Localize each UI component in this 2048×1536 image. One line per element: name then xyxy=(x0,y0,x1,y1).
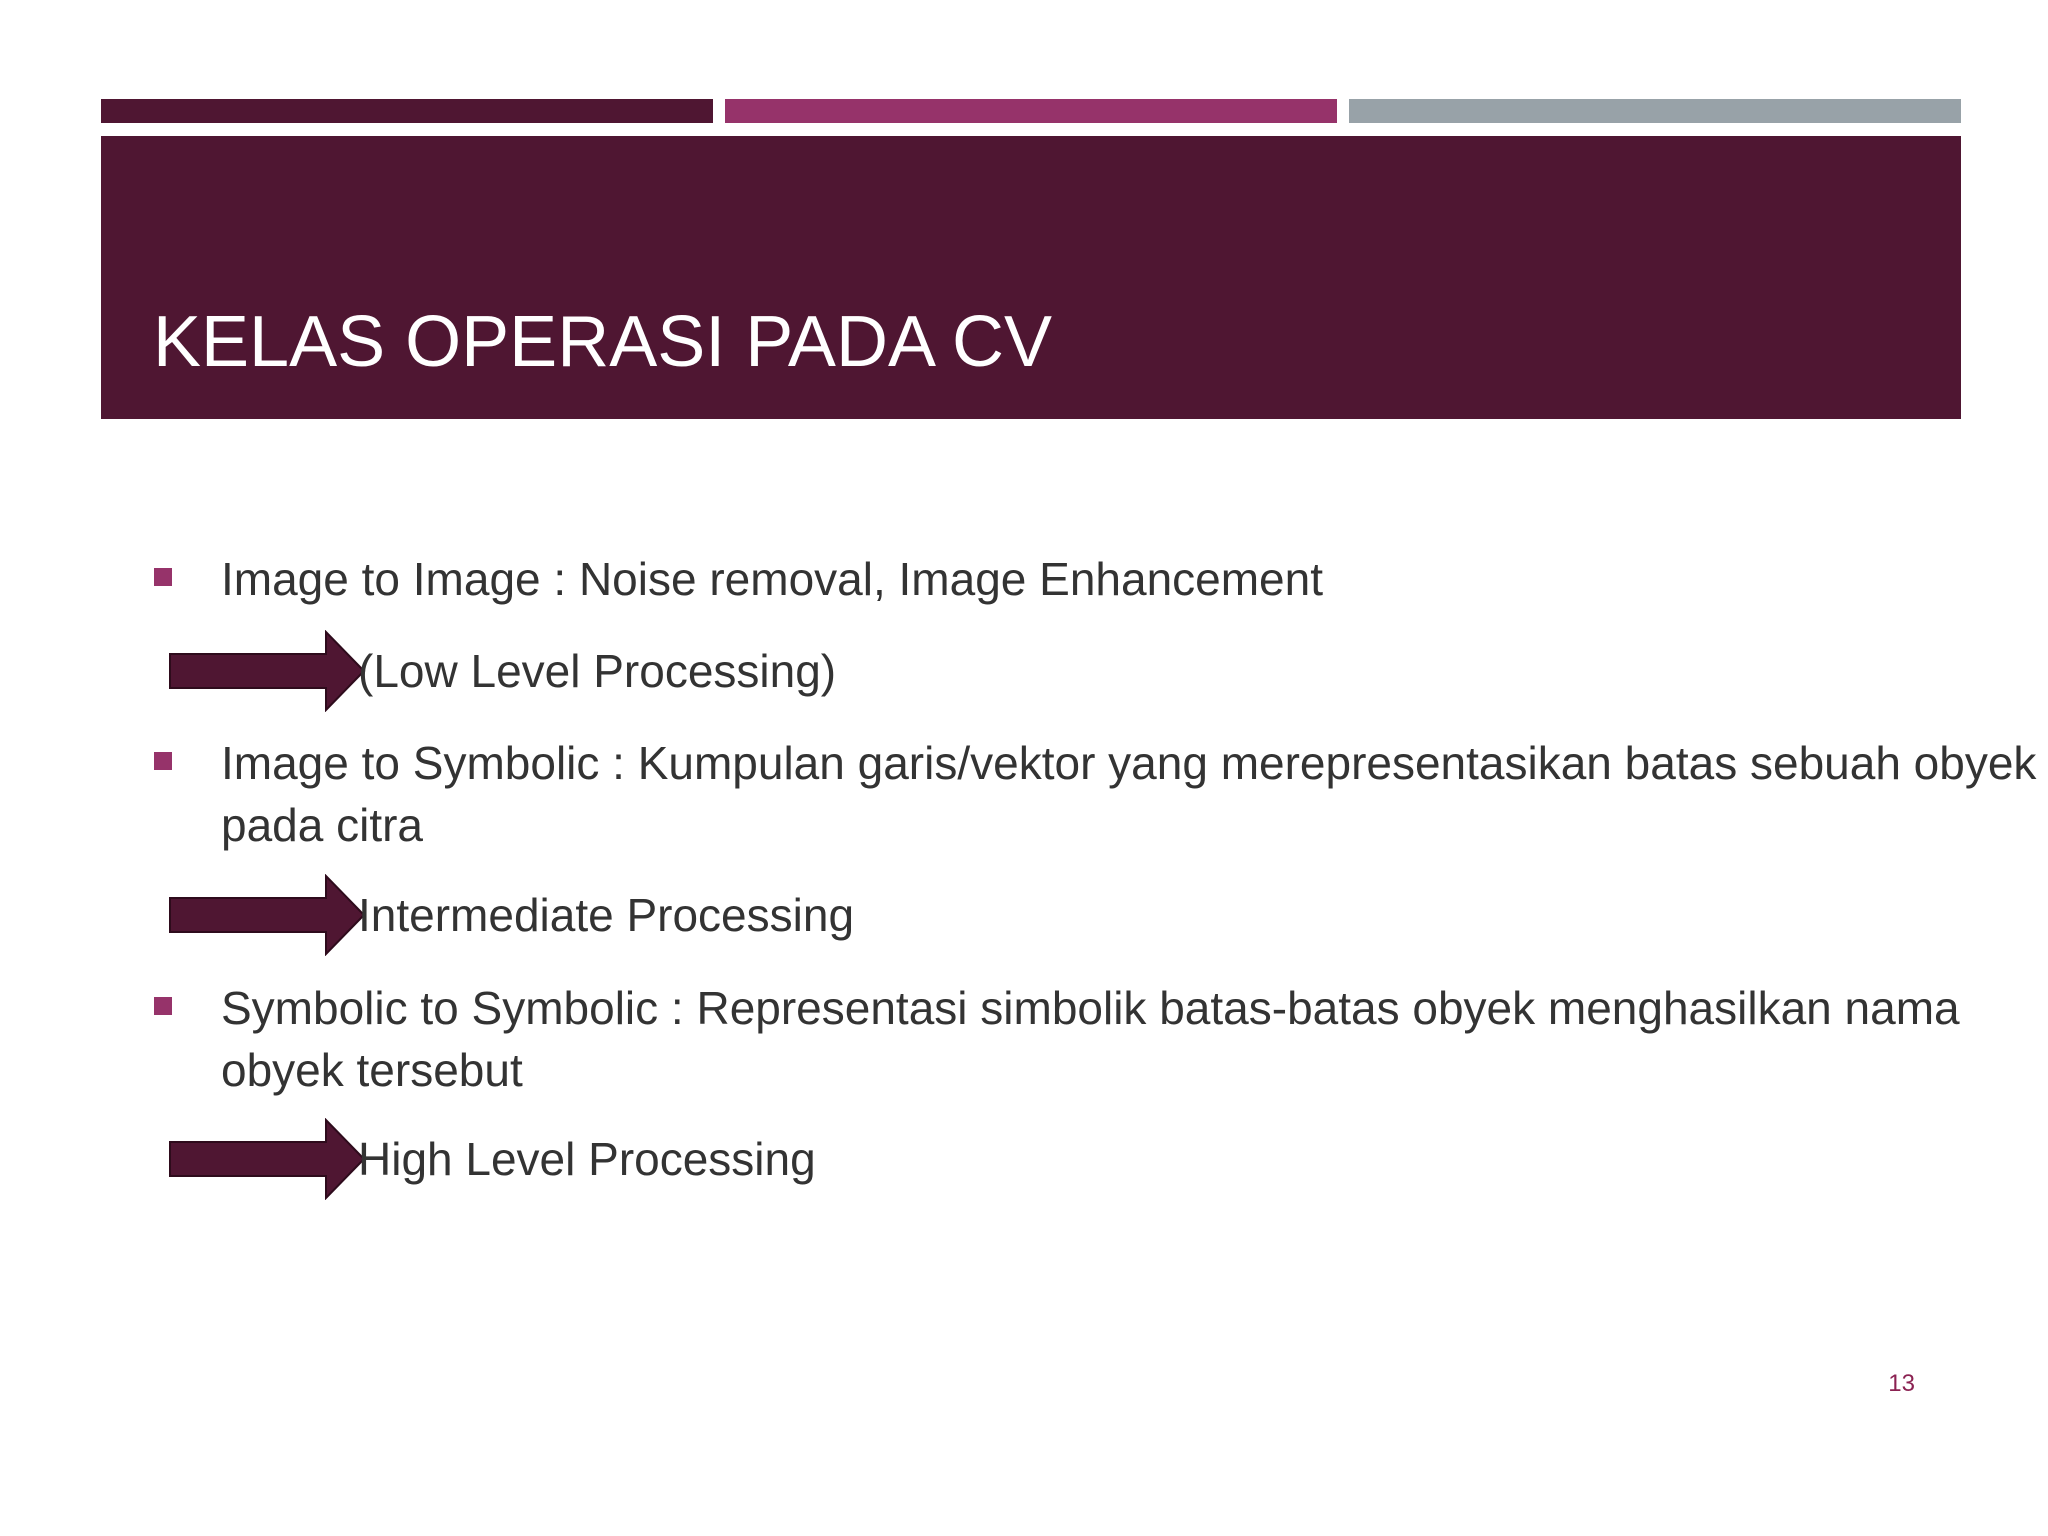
right-arrow-icon xyxy=(166,630,366,712)
slide-title: KELAS OPERASI PADA CV xyxy=(153,302,1053,382)
right-arrow-icon xyxy=(166,874,366,956)
page-number: 13 xyxy=(1888,1370,1915,1397)
square-bullet-icon xyxy=(154,568,172,586)
square-bullet-icon xyxy=(154,752,172,770)
result-row xyxy=(0,874,2048,956)
result-text: (Low Level Processing) xyxy=(358,645,837,697)
bullet-text: Image to Symbolic : Kumpulan garis/vektor yang merepresentasikan batas sebuah obyek pada citra xyxy=(221,737,2037,851)
bullet-text: Image to Image : Noise removal, Image Enhancement xyxy=(221,553,1324,605)
square-bullet-icon xyxy=(154,997,172,1015)
result-text: Intermediate Processing xyxy=(358,889,855,941)
bullet-text: Symbolic to Symbolic : Representasi simbolik batas-batas obyek menghasilkan nama obyek tersebut xyxy=(221,982,1960,1096)
result-row xyxy=(0,630,2048,712)
result-row xyxy=(0,1118,2048,1200)
result-text: High Level Processing xyxy=(358,1133,816,1185)
right-arrow-icon xyxy=(166,1118,366,1200)
